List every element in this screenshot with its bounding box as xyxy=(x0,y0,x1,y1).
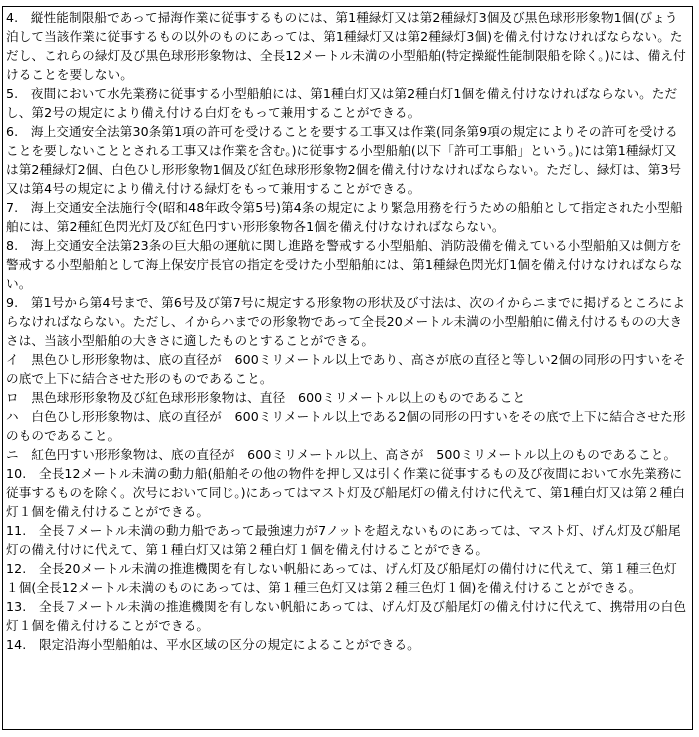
paragraph-subitem-ni: ニ 紅色円すい形形象物は、底の直径が 600ミリメートル以上、高さが 500ミリメートル以上のものであること。 xyxy=(6,447,677,462)
paragraph-item-9: 9. 第1号から第4号まで、第6号及び第7号に規定する形象物の形状及び寸法は、次のイからニまでに掲げるところによらなければならない。ただし、イからハまでの形象物であって全長20メートル未満の小型船舶に備え付けるものの大きさは、当該小型船舶の大きさに適したものとすることができる。 xyxy=(6,295,686,348)
paragraph-subitem-i: イ 黒色ひし形形象物は、底の直径が 600ミリメートル以上であり、高さが底の直径と等しい2個の同形の円すいをその底で上下に結合させた形のものであること。 xyxy=(6,352,686,386)
paragraph-subitem-ha: ハ 白色ひし形形象物は、底の直径が 600ミリメートル以上である2個の同形の円すいをその底で上下に結合させた形のものであること。 xyxy=(6,409,686,443)
paragraph-item-12: 12. 全長20メートル未満の推進機関を有しない帆船にあっては、げん灯及び船尾灯の備付けに代えて、第１種三色灯１個(全長12メートル未満のものにあっては、第１種三色灯又は第２種三色灯１個)を備え付けることができる。 xyxy=(6,561,677,595)
paragraph-item-4: 4. 縦性能制限船であって掃海作業に従事するものには、第1種緑灯又は第2種緑灯3個及び黒色球形形象物1個(びょう泊して当該作業に従事するもの以外のものにあっては、第1種緑灯又は第2種緑灯3個)を備え付けなければならない。ただし、これらの緑灯及び黒色球形形象物は、全長12メートル未満の小型船舶(特定操縦性能制限船を除く。)には、備え付けることを要しない。 xyxy=(6,10,686,82)
paragraph-item-10: 10. 全長12メートル未満の動力船(船舶その他の物件を押し又は引く作業に従事するもの及び夜間において水先業務に従事するものを除く。次号において同じ。)にあってはマスト灯及び船尾灯の備え付けに代えて、第1種白灯又は第２種白灯１個を備え付けることができる。 xyxy=(6,466,685,519)
paragraph-item-14: 14. 限定沿海小型船舶は、平水区域の区分の規定によることができる。 xyxy=(6,637,420,652)
paragraph-item-8: 8. 海上交通安全法第23条の巨大船の運航に関し進路を警戒する小型船舶、消防設備を備えている小型船舶又は側方を警戒する小型船舶として海上保安庁長官の指定を受けた小型船舶には、第1種緑色閃光灯1個を備え付けなければならない。 xyxy=(6,238,683,291)
paragraph-item-5: 5. 夜間において水先業務に従事する小型船舶には、第1種白灯又は第2種白灯1個を備え付けなければならない。ただし、第2号の規定により備え付ける白灯をもって兼用することができる。 xyxy=(6,86,678,120)
paragraph-subitem-ro: ロ 黒色球形形象物及び紅色球形形象物は、直径 600ミリメートル以上のものであること xyxy=(6,390,526,405)
paragraph-item-6: 6. 海上交通安全法第30条第1項の許可を受けることを要する工事又は作業(同条第9項の規定によりその許可を受けることを要しないこととされる工事又は作業を含む。)に従事する小型船舶(以下「許可工事船」という。)には第1種緑灯又は第2種緑灯2個、白色ひし形形象物1個及び紅色球形形象物2個を備え付けなければならない。ただし、緑灯は、第3号又は第4号の規定により備え付ける緑灯をもって兼用することができる。 xyxy=(6,124,682,196)
paragraph-item-7: 7. 海上交通安全法施行令(昭和48年政令第5号)第4条の規定により緊急用務を行うための船舶として指定された小型船舶には、第2種紅色閃光灯及び紅色円すい形形象物各1個を備え付けなければならない。 xyxy=(6,200,683,234)
paragraph-item-11: 11. 全長７メートル未満の動力船であって最強速力が7ノットを超えないものにあっては、マスト灯、げん灯及び船尾灯の備え付けに代えて、第１種白灯又は第２種白灯１個を備え付けることができる。 xyxy=(6,523,681,557)
regulation-text-box xyxy=(2,6,693,730)
paragraph-item-13: 13. 全長７メートル未満の推進機関を有しない帆船にあっては、げん灯及び船尾灯の備え付けに代えて、携帯用の白色灯１個を備え付けることができる。 xyxy=(6,599,687,633)
